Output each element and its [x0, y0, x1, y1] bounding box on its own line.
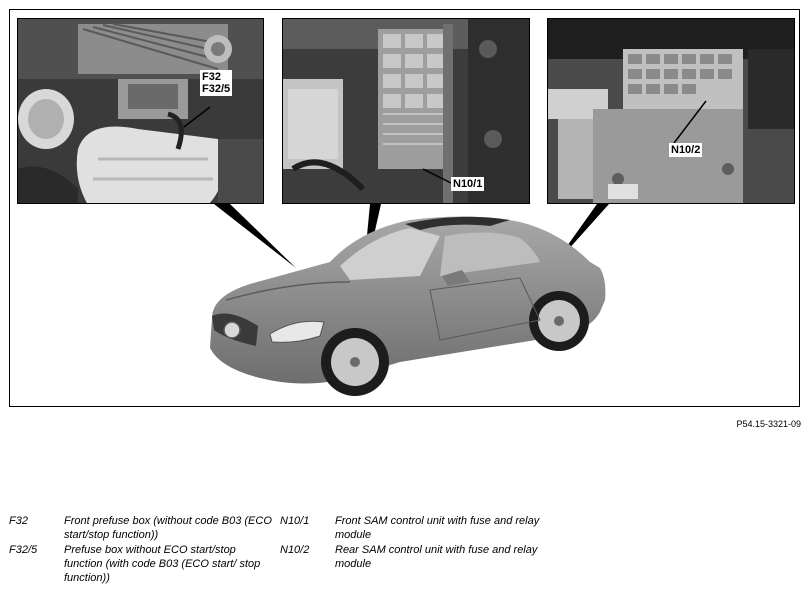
legend-description-n10-1: Front SAM control unit with fuse and relay module — [335, 515, 540, 541]
callout-n10-1: N10/1 — [453, 178, 483, 190]
figure-reference: P54.15-3321-09 — [736, 419, 801, 429]
callout-f32-5: F32/5 — [202, 83, 231, 95]
legend-description-f32: Front prefuse box (without code B03 (ECO start/stop function)) — [64, 515, 272, 541]
legend-description-f32-5: Prefuse box without ECO start/stop function (with code B03 (ECO start/ stop function)) — [64, 544, 261, 584]
callout-f32: F32 — [202, 71, 221, 83]
legend-code-n10-1: N10/1 — [280, 515, 310, 527]
pointer-engine — [214, 204, 296, 268]
callout-n10-2: N10/2 — [671, 144, 701, 156]
legend-code-n10-2: N10/2 — [280, 544, 310, 556]
legend-code-f32-5: F32/5 — [9, 544, 38, 556]
car-emblem — [224, 322, 240, 338]
legend-code-f32: F32 — [9, 515, 28, 527]
legend-description-n10-2: Rear SAM control unit with fuse and relay module — [335, 544, 538, 570]
